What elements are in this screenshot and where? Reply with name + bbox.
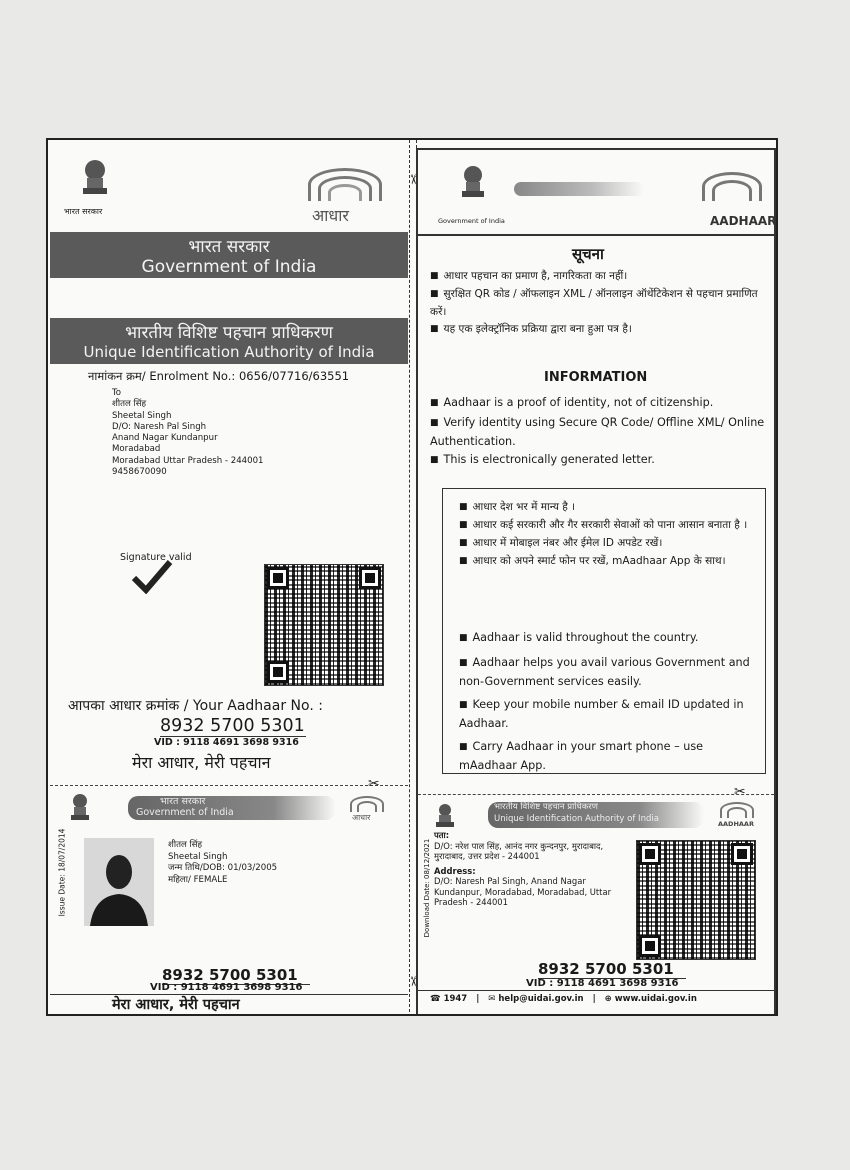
national-emblem-icon: [434, 802, 456, 830]
government-band: [50, 232, 408, 278]
card-uidai-english: Unique Identification Authority of India: [494, 813, 659, 824]
aadhaar-logo-icon: [348, 794, 384, 814]
card-gov-english: Government of India: [136, 807, 234, 818]
aadhaar-logo-icon: [698, 168, 762, 204]
gov-band-english: Government of India: [141, 257, 317, 277]
letter-right-panel: [416, 148, 776, 1014]
card-tagline: मेरा आधार, मेरी पहचान: [112, 997, 240, 1013]
globe-icon: ⊕: [604, 994, 612, 1004]
card-gov-band: [128, 796, 336, 820]
holder-photo: [84, 838, 154, 926]
qr-code: [636, 840, 756, 960]
scissors-icon: ✂: [404, 976, 420, 987]
benefit-item-english: ■ Carry Aadhaar in your smart phone – use mAadhaar App.: [459, 738, 755, 775]
uidai-band-english: Unique Identification Authority of India: [83, 343, 375, 361]
signature-checkmark-icon: [130, 558, 174, 594]
address-line: शीतल सिंह: [112, 399, 147, 410]
card-uidai-band: [488, 802, 704, 828]
phone-number: 1947: [443, 994, 468, 1004]
notice-item: ■ सुरक्षित QR कोड / ऑफलाइन XML / ऑनलाइन ऑथेंटिकेशन से पहचान प्रमाणित करें।: [430, 286, 764, 321]
notice-item: ■ आधार पहचान का प्रमाण है, नागरिकता का नहीं।: [430, 268, 764, 286]
enrolment-number: नामांकन क्रम/ Enrolment No.: 0656/07716/63551: [88, 369, 350, 383]
scissors-icon: ✂: [404, 174, 420, 185]
national-emblem-icon: [458, 164, 488, 204]
holder-gender: महिला/ FEMALE: [168, 874, 228, 885]
tagline: मेरा आधार, मेरी पहचान: [132, 753, 271, 772]
benefits-hindi-list: [459, 499, 755, 571]
card-gov-hindi: भारत सरकार: [160, 796, 206, 807]
benefit-item-hindi: ■ आधार कई सरकारी और गैर सरकारी सेवाओं को पाना आसान बनाता है ।: [459, 517, 755, 535]
card-aadhaar-number: 8932 5700 5301: [538, 960, 686, 979]
benefit-item-hindi: ■ आधार में मोबाइल नंबर और ईमेल ID अपडेट रखें।: [459, 535, 755, 553]
benefits-box: [442, 488, 766, 774]
emblem-caption: Government of India: [438, 217, 505, 225]
benefit-item-english: ■ Aadhaar is valid throughout the country.: [459, 629, 755, 649]
card-holder-details: [168, 840, 277, 886]
phone-icon: ☎: [430, 994, 441, 1004]
email-address: help@uidai.gov.in: [498, 994, 584, 1004]
address-line: 9458670090: [112, 467, 167, 478]
aadhaar-logo-text: आधार: [312, 206, 349, 225]
address-hindi: D/O: नरेश पाल सिंह, आनंद नगर कुन्दनपुर, मुरादाबाद, मुरादाबाद, उत्तर प्रदेश - 244001: [434, 840, 604, 861]
aadhaar-number: 8932 5700 5301: [160, 716, 305, 736]
card-uidai-hindi: भारतीय विशिष्ट पहचान प्राधिकरण: [494, 802, 598, 812]
address-line: Sheetal Singh: [112, 410, 172, 421]
info-item: ■ Verify identity using Secure QR Code/ Offline XML/ Online Authentication.: [430, 414, 774, 451]
address-english: D/O: Naresh Pal Singh, Anand Nagar Kundanpur, Moradabad, Moradabad, Uttar Pradesh - 244001: [434, 876, 612, 907]
aadhaar-logo-icon: [718, 800, 754, 820]
uidai-band-hindi: भारतीय विशिष्ट पहचान प्राधिकरण: [125, 323, 333, 343]
address-line: D/O: Naresh Pal Singh: [112, 421, 207, 432]
holder-dob: जन्म तिथि/DOB: 01/03/2005: [168, 863, 278, 873]
emblem-caption: भारत सरकार: [64, 207, 103, 216]
aadhaar-card-front: [50, 788, 408, 1013]
holder-name-english: Sheetal Singh: [168, 851, 228, 862]
letter-left-panel: [50, 140, 408, 1012]
download-date: Download Date: 08/12/2021: [423, 838, 431, 938]
header-stripe: [514, 182, 644, 196]
information-list: [430, 394, 774, 470]
notice-item: ■ यह एक इलेक्ट्रॉनिक प्रक्रिया द्वारा बना हुआ पत्र है।: [430, 321, 764, 339]
scissors-icon: ✂: [734, 784, 746, 800]
address-line: To: [112, 388, 122, 398]
address-line: Moradabad: [112, 444, 161, 455]
address-label-english: Address:: [434, 865, 476, 876]
benefit-item-english: ■ Aadhaar helps you avail various Government and non-Government services easily.: [459, 654, 755, 691]
gov-band-hindi: भारत सरकार: [188, 237, 270, 257]
information-title: INFORMATION: [544, 370, 648, 385]
address-line: Anand Nagar Kundanpur: [112, 433, 218, 444]
aadhaar-logo-text: AADHAAR: [718, 820, 754, 828]
issue-date: Issue Date: 18/07/2014: [57, 828, 67, 917]
aadhaar-logo-text: आधार: [352, 813, 371, 822]
info-item: ■ Aadhaar is a proof of identity, not of citizenship.: [430, 394, 774, 414]
scissors-icon: ✂: [368, 776, 380, 792]
card-vid-number: VID : 9118 4691 3698 9316: [526, 978, 679, 989]
contact-footer: ☎ 1947 | ✉ help@uidai.gov.in | ⊕ www.uidai.gov.in: [430, 994, 697, 1004]
your-aadhaar-label: आपका आधार क्रमांक / Your Aadhaar No. :: [68, 698, 323, 714]
national-emblem-icon: [68, 792, 92, 822]
notice-list: [430, 268, 764, 339]
info-item: ■ This is electronically generated letter.: [430, 451, 774, 471]
card-aadhaar-number: 8932 5700 5301: [162, 966, 310, 985]
benefits-english-list: [459, 629, 755, 775]
benefit-item-english: ■ Keep your mobile number & email ID updated in Aadhaar.: [459, 696, 755, 733]
aadhaar-card-back: [418, 796, 774, 1014]
signature-status: Signature valid: [120, 552, 192, 563]
aadhaar-logo-text: AADHAAR: [710, 214, 777, 228]
vid-number: VID : 9118 4691 3698 9316: [154, 737, 299, 748]
qr-code: [264, 564, 384, 686]
address-line: Moradabad Uttar Pradesh - 244001: [112, 455, 264, 466]
national-emblem-icon: [78, 158, 112, 202]
benefit-item-hindi: ■ आधार देश भर में मान्य है ।: [459, 499, 755, 517]
address-label-hindi: पता:: [434, 830, 450, 840]
holder-name-hindi: शीतल सिंह: [168, 840, 203, 850]
uidai-band: [50, 318, 408, 364]
website-url: www.uidai.gov.in: [614, 994, 697, 1004]
notice-title: सूचना: [572, 245, 604, 263]
aadhaar-letter: [46, 138, 778, 1016]
address-details: [434, 830, 624, 908]
benefit-item-hindi: ■ आधार को अपने स्मार्ट फोन पर रखें, mAadhaar App के साथ।: [459, 553, 755, 571]
card-vid-number: VID : 9118 4691 3698 9316: [150, 982, 303, 993]
email-icon: ✉: [488, 994, 496, 1004]
address-block: [112, 388, 264, 478]
